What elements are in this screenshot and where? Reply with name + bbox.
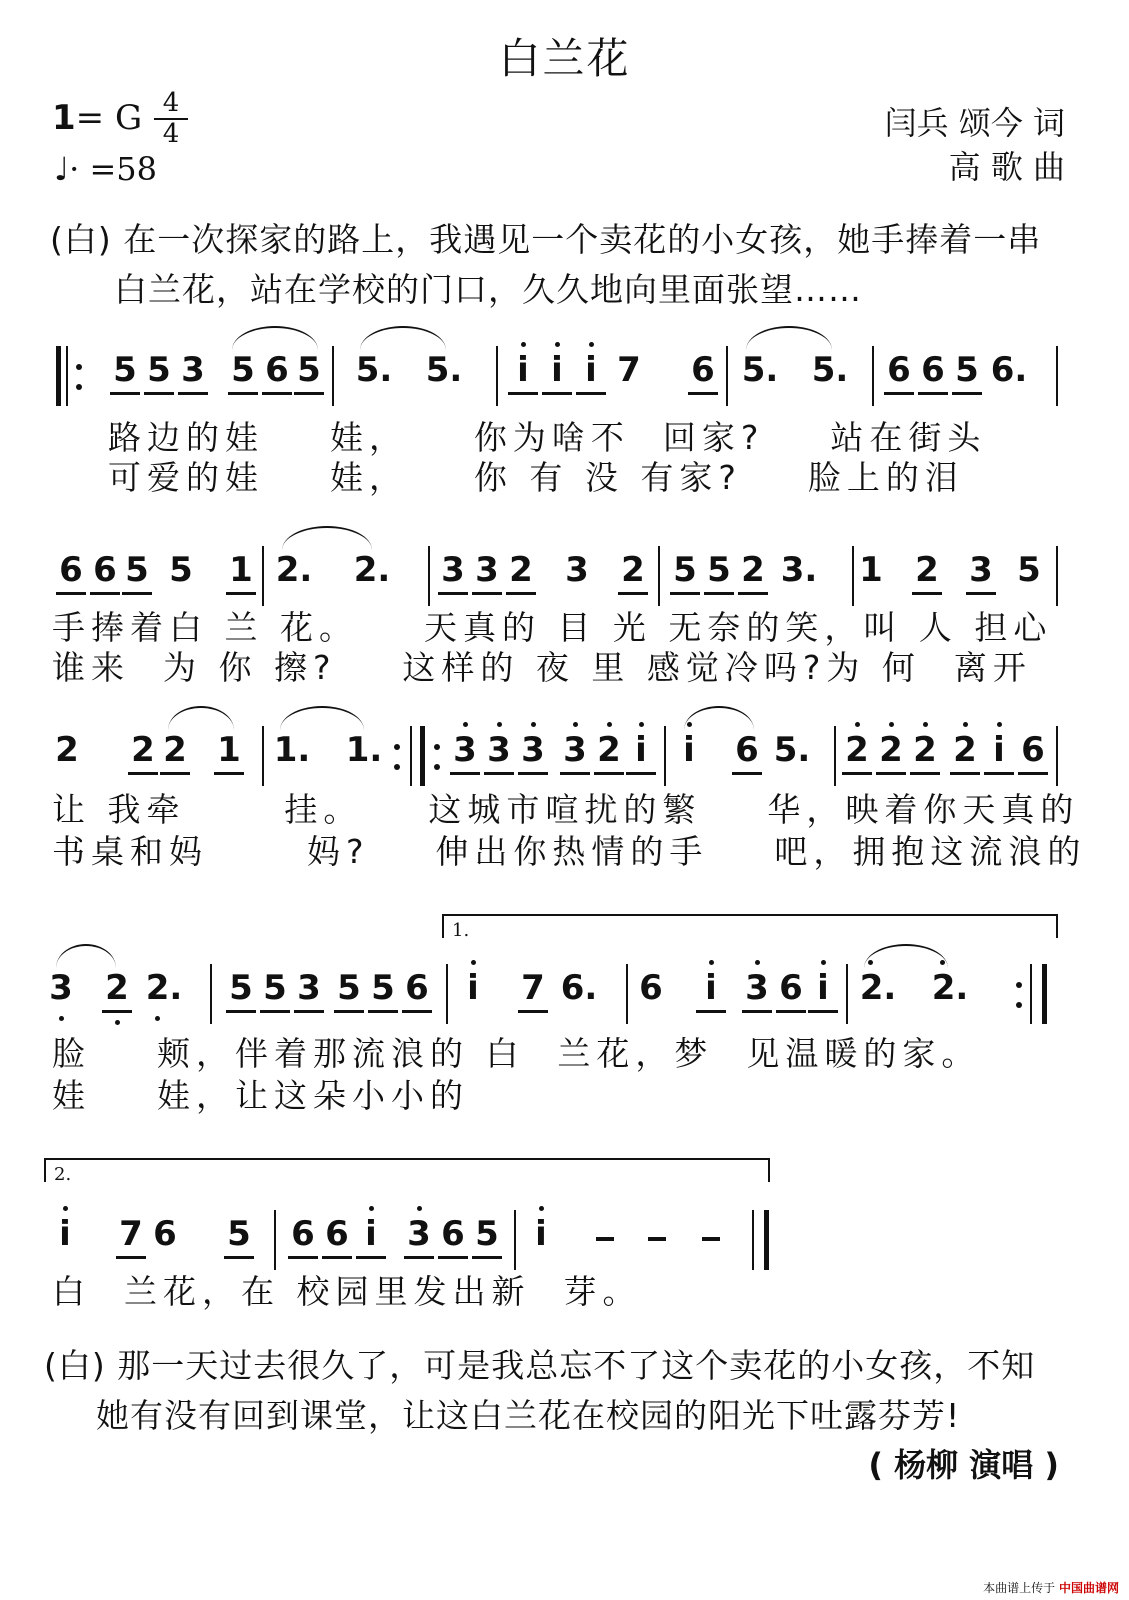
note: 6 — [884, 348, 914, 395]
note: 3 — [484, 728, 514, 775]
note: 3 — [518, 728, 548, 775]
site-logo: 中国曲谱网 — [1058, 1581, 1119, 1595]
note: i — [467, 968, 479, 1008]
note: 6. — [560, 968, 598, 1008]
note: 2 — [738, 548, 768, 595]
note: 5. — [773, 730, 811, 770]
note: 5 — [260, 966, 290, 1013]
lyrics-row-3-verse-2: 书桌和妈 妈? 伸出你热情的手 吧，拥抱这流浪的 — [52, 832, 1087, 871]
staff-row-5 — [0, 1210, 1129, 1270]
key-text: = G — [75, 98, 143, 138]
note: 1 — [859, 550, 883, 590]
note: 5 — [1017, 550, 1041, 590]
note: 6 — [1018, 728, 1048, 775]
intro-line-2: 白兰花，站在学校的门口，久久地向里面张望…… — [114, 270, 862, 309]
note: 5 — [228, 348, 258, 395]
note: 6 — [732, 728, 762, 775]
note: 6 — [688, 348, 718, 395]
note: 2 — [128, 728, 158, 775]
note: i — [576, 348, 606, 395]
note: 3 — [178, 348, 208, 395]
note: 7 — [617, 350, 641, 390]
note: i — [696, 966, 726, 1013]
note: 3 — [742, 966, 772, 1013]
note: 5 — [169, 550, 193, 590]
intro-line-1: (白) 在一次探家的路上，我遇见一个卖花的小女孩，她手捧着一串 — [50, 220, 1042, 259]
note: 2 — [618, 548, 648, 595]
lyrics-row-4-verse-2: 娃 娃，让这朵小小的 — [52, 1076, 469, 1115]
footer-text: 本曲谱上传于 — [983, 1581, 1056, 1595]
note: 2. — [353, 550, 391, 590]
note: i — [626, 728, 656, 775]
note: i — [535, 1214, 547, 1254]
note: 6 — [153, 1214, 177, 1254]
note: 2 — [842, 728, 872, 775]
note: i — [808, 966, 838, 1013]
note: 2. — [931, 968, 969, 1008]
note: 5 — [472, 1212, 502, 1259]
lyrics-row-2-verse-1: 手捧着白 兰 花。 天真的 目 光 无奈的笑，叫 人 担心 — [52, 608, 1053, 647]
staff-row-2 — [0, 546, 1129, 606]
note: 6 — [438, 1212, 468, 1259]
note: 2. — [859, 968, 897, 1008]
note: 3. — [780, 550, 818, 590]
note: 3 — [404, 1212, 434, 1259]
note: 6 — [776, 966, 806, 1013]
note: 6 — [918, 348, 948, 395]
note: 5 — [122, 548, 152, 595]
note: 6. — [990, 350, 1028, 390]
lyricist-credit: 闫兵 颂今 词 — [884, 104, 1065, 142]
note: 5 — [368, 966, 398, 1013]
tempo-value: =58 — [89, 150, 157, 188]
note: 5. — [741, 350, 779, 390]
upload-footer — [983, 1579, 1119, 1596]
key-one: 1 — [52, 98, 76, 138]
lyrics-row-3-verse-1: 让 我牵 挂。 这城市喧扰的繁 华，映着你天真的 — [52, 790, 1080, 829]
note: 2 — [876, 728, 906, 775]
note: i — [508, 348, 538, 395]
note: 3 — [438, 548, 468, 595]
note: 5 — [294, 348, 324, 395]
note: 5 — [224, 1212, 254, 1259]
note: 2 — [55, 730, 79, 770]
note: 5. — [355, 350, 393, 390]
note: 6 — [322, 1212, 352, 1259]
key-signature — [52, 98, 142, 138]
time-bottom: 4 — [162, 119, 180, 149]
note: 5 — [144, 348, 174, 395]
note: 3 — [560, 728, 590, 775]
lyrics-row-5-verse-1: 白 兰花，在 校园里发出新 芽。 — [52, 1272, 642, 1311]
note: 6 — [56, 548, 86, 595]
note: 5 — [952, 348, 982, 395]
first-ending-bracket: 1. — [442, 914, 1058, 938]
composer-credit: 高 歌 曲 — [948, 148, 1065, 186]
note: 6 — [262, 348, 292, 395]
note: 5 — [226, 966, 256, 1013]
note: 5 — [670, 548, 700, 595]
note: 5 — [704, 548, 734, 595]
note: 6 — [288, 1212, 318, 1259]
note: 2 — [594, 728, 624, 775]
note: i — [683, 730, 695, 770]
note: 2. — [145, 968, 183, 1008]
note: 7 — [116, 1212, 146, 1259]
note: 1 — [214, 728, 244, 775]
note: 6 — [90, 548, 120, 595]
note: i — [59, 1214, 71, 1254]
lyrics-row-1-verse-2: 可爱的娃 娃， 你 有 没 有家? 脸上的泪 — [108, 458, 964, 497]
note: 2 — [160, 728, 190, 775]
dotted-quarter-note-icon: ♩· — [54, 150, 80, 188]
note: 7 — [518, 966, 548, 1013]
note: 1. — [273, 730, 311, 770]
singer-credit: ( 杨柳 演唱 ) — [868, 1446, 1059, 1484]
note: 3 — [49, 968, 73, 1008]
song-title: 白兰花 — [498, 34, 631, 83]
note: 3 — [565, 550, 589, 590]
note: 6 — [639, 968, 663, 1008]
note: 2. — [275, 550, 313, 590]
note: 6 — [402, 966, 432, 1013]
staff-row-1 — [0, 346, 1129, 406]
lyrics-row-1-verse-1: 路边的娃 娃， 你为啥不 回家? 站在街头 — [108, 418, 987, 457]
note: 1 — [226, 548, 256, 595]
note: 2 — [910, 728, 940, 775]
note: 3 — [450, 728, 480, 775]
outro-line-1: (白) 那一天过去很久了，可是我总忘不了这个卖花的小女孩，不知 — [44, 1346, 1036, 1385]
note: 5 — [334, 966, 364, 1013]
outro-line-2: 她有没有回到课堂，让这白兰花在校园的阳光下吐露芬芳! — [96, 1396, 961, 1435]
staff-row-3 — [0, 726, 1129, 786]
note: i — [542, 348, 572, 395]
note: 1. — [345, 730, 383, 770]
tempo-marking — [54, 150, 157, 188]
time-signature — [154, 90, 188, 148]
lyrics-row-2-verse-2: 谁来 为 你 擦? 这样的 夜 里 感觉冷吗?为 何 离开 — [52, 648, 1032, 687]
note: 3 — [966, 548, 996, 595]
note: 2 — [102, 966, 132, 1013]
time-top: 4 — [162, 88, 180, 118]
note: 2 — [506, 548, 536, 595]
note: 5. — [425, 350, 463, 390]
second-ending-bracket: 2. — [44, 1158, 770, 1182]
note: 2 — [912, 548, 942, 595]
note: i — [356, 1212, 386, 1259]
note: 5. — [811, 350, 849, 390]
staff-row-4 — [0, 964, 1129, 1024]
note: 5 — [110, 348, 140, 395]
note: 3 — [294, 966, 324, 1013]
note: 3 — [472, 548, 502, 595]
note: 2 — [950, 728, 980, 775]
note: i — [984, 728, 1014, 775]
lyrics-row-4-verse-1: 脸 颊，伴着那流浪的 白 兰花，梦 见温暖的家。 — [52, 1034, 981, 1073]
